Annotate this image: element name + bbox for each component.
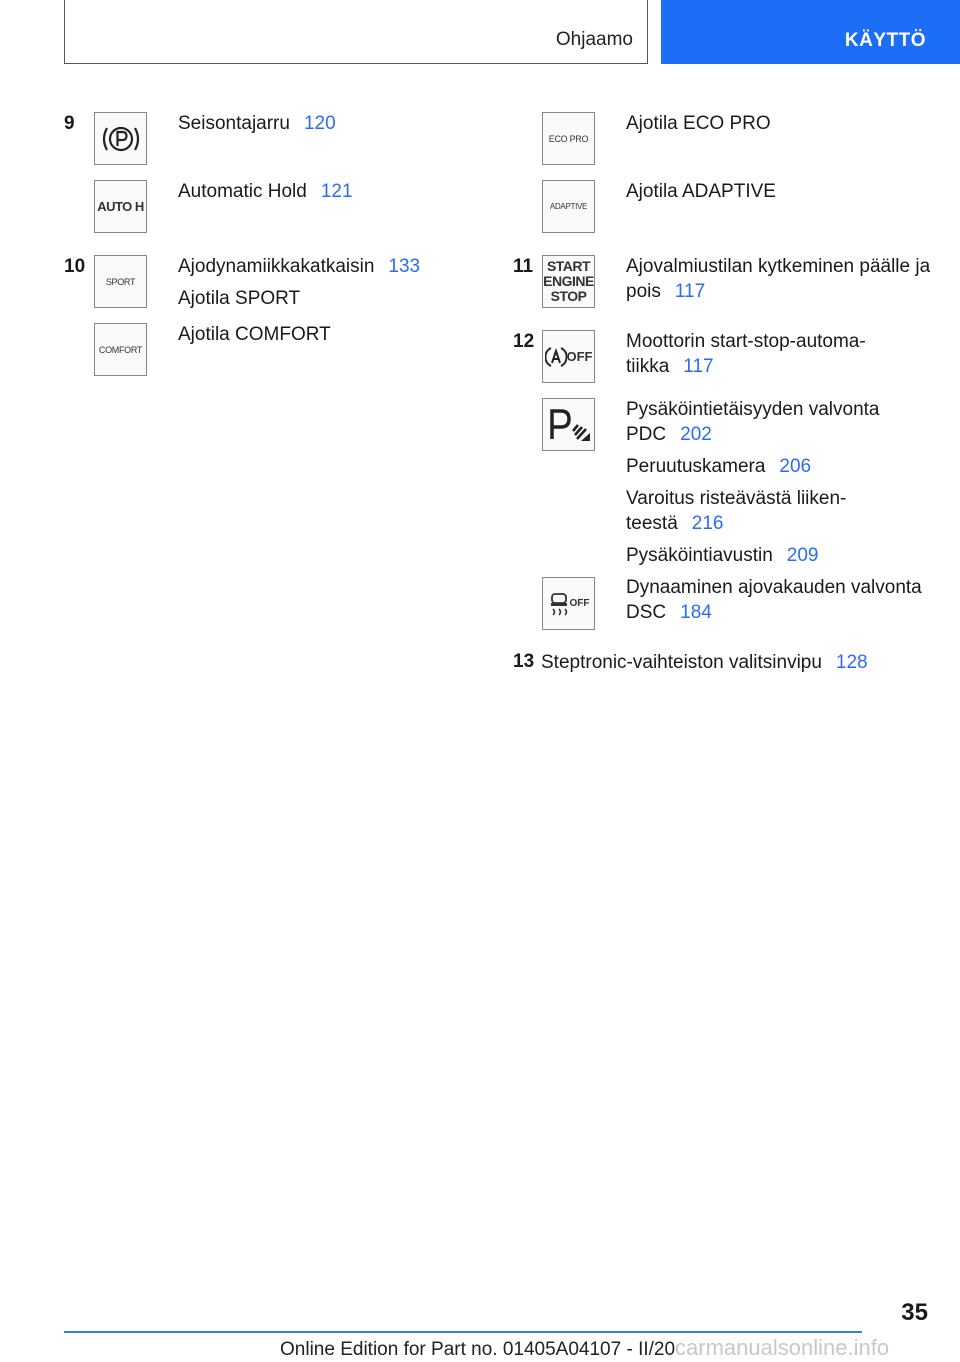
auto-hold-icon-text: AUTO H: [97, 199, 144, 214]
auto-start-off-icon-text: OFF: [566, 349, 593, 364]
stop-icon-text: STOP: [550, 288, 587, 304]
eco-pro-icon: [542, 112, 595, 165]
sport-mode-label: Ajotila SPORT: [178, 288, 301, 309]
dsc-line2: DSC: [626, 602, 667, 623]
auto-start-stop-line1: Moottorin start-stop-automa-: [626, 331, 866, 352]
adaptive-label: Ajotila ADAPTIVE: [626, 181, 776, 202]
auto-start-stop-entry: [626, 329, 866, 379]
sport-mode-icon: [94, 255, 147, 308]
pdc-entry: [626, 397, 879, 447]
adaptive-icon-text: ADAPTIVE: [549, 202, 588, 211]
pdc-page-link[interactable]: 202: [680, 424, 712, 445]
header-section-title: Ohjaamo: [555, 29, 633, 50]
parking-assistant-page-link[interactable]: 209: [786, 545, 819, 566]
footer-edition: Online Edition for Part no. 01405A04107 - II/20: [280, 1339, 676, 1360]
item-number-10: 10: [64, 256, 86, 277]
pdc-line2: PDC: [626, 424, 667, 445]
comfort-icon-text: COMFORT: [98, 344, 143, 355]
sport-icon-text: SPORT: [105, 276, 136, 287]
steptronic-label: Steptronic-vaihteiston valitsinvipu: [541, 652, 822, 673]
adaptive-icon: [542, 180, 595, 233]
dsc-entry: [626, 575, 922, 625]
sport-mode-entry: [178, 286, 300, 311]
dsc-off-icon-text: OFF: [569, 598, 590, 609]
header-chapter-label: KÄYTTÖ: [844, 30, 926, 51]
rear-camera-entry: [626, 454, 811, 479]
dsc-page-link[interactable]: 184: [680, 602, 712, 623]
parking-brake-page-link[interactable]: 120: [303, 113, 336, 134]
start-stop-page-link[interactable]: 117: [674, 281, 706, 302]
item-number-12: 12: [513, 331, 535, 352]
comfort-mode-entry: [178, 322, 331, 347]
item-number-13: 13: [513, 651, 535, 672]
item-number-9: 9: [64, 113, 75, 134]
parking-brake-label: Seisontajarru: [178, 113, 290, 134]
start-stop-line2: pois: [626, 281, 661, 302]
cross-traffic-line2: teestä: [626, 513, 678, 534]
rear-camera-page-link[interactable]: 206: [779, 456, 812, 477]
item-number-11: 11: [513, 256, 534, 277]
adaptive-entry: [626, 179, 776, 204]
eco-pro-icon-text: ECO PRO: [548, 133, 589, 144]
auto-hold-entry: [178, 179, 353, 204]
footer-watermark: carmanualsonline.info: [675, 1335, 890, 1360]
auto-start-stop-line2: tiikka: [626, 356, 670, 377]
comfort-mode-icon: [94, 323, 147, 376]
footer-divider: [64, 1331, 862, 1333]
eco-pro-entry: [626, 111, 771, 136]
steptronic-page-link[interactable]: 128: [835, 652, 868, 673]
pdc-line1: Pysäköintietäisyyden valvonta: [626, 399, 880, 420]
parking-brake-entry: [178, 111, 336, 136]
parking-assistant-label: Pysäköintiavustin: [626, 545, 773, 566]
engine-icon-text: ENGINE: [543, 273, 594, 289]
park-distance-control-icon: [542, 398, 595, 451]
page-number: 35: [901, 1299, 928, 1326]
cross-traffic-line1: Varoitus risteävästä liiken-: [626, 488, 847, 509]
header-chapter-tab: [661, 0, 960, 64]
rear-camera-label: Peruutuskamera: [626, 456, 766, 477]
parking-assistant-entry: [626, 543, 819, 568]
eco-pro-label: Ajotila ECO PRO: [626, 113, 771, 134]
footer-edition-line: [280, 1335, 889, 1361]
dsc-line1: Dynaaminen ajovakauden valvonta: [626, 577, 922, 598]
steptronic-entry: [541, 650, 868, 675]
start-stop-button-icon: [542, 255, 595, 308]
auto-hold-label: Automatic Hold: [178, 181, 307, 202]
comfort-mode-label: Ajotila COMFORT: [178, 324, 331, 345]
dsc-off-icon: [542, 577, 595, 630]
start-icon-text: START: [546, 258, 591, 274]
auto-start-stop-off-icon: [542, 330, 595, 383]
header-section-box: [64, 0, 648, 64]
auto-hold-page-link[interactable]: 121: [320, 181, 353, 202]
driving-dynamics-entry: [178, 254, 420, 279]
driving-dynamics-page-link[interactable]: 133: [388, 256, 421, 277]
start-stop-entry: [626, 254, 930, 304]
cross-traffic-entry: [626, 486, 846, 536]
parking-brake-icon: [94, 112, 147, 165]
auto-start-stop-page-link[interactable]: 117: [683, 356, 714, 377]
start-stop-line1: Ajovalmiustilan kytkeminen päälle ja: [626, 256, 931, 277]
auto-hold-icon: [94, 180, 147, 233]
driving-dynamics-label: Ajodynamiikkakatkaisin: [178, 256, 375, 277]
cross-traffic-page-link[interactable]: 216: [691, 513, 724, 534]
